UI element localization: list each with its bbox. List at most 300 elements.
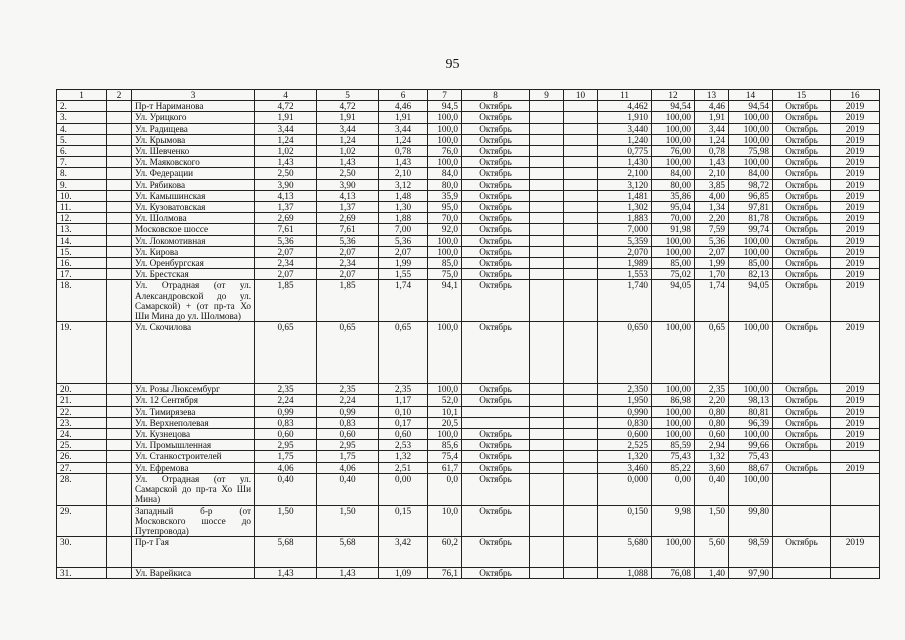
table-row xyxy=(57,395,880,406)
value-cell: 1,40 xyxy=(695,568,729,579)
empty-cell xyxy=(530,134,564,145)
street-name: Ул. Кузнецова xyxy=(132,429,255,440)
empty-cell xyxy=(530,568,564,579)
empty-cell xyxy=(530,246,564,257)
empty-cell xyxy=(564,462,598,473)
year-cell: 2019 xyxy=(831,246,880,257)
value-cell: 99,74 xyxy=(729,224,773,235)
month-cell: Октябрь xyxy=(462,429,530,440)
value-cell: 0,40 xyxy=(695,473,729,505)
value-cell: 94,54 xyxy=(729,101,773,112)
table-row xyxy=(57,157,880,168)
street-name: Ул. Верхнеполевая xyxy=(132,417,255,428)
empty-cell xyxy=(564,440,598,451)
month-cell xyxy=(773,568,831,579)
row-number: 11. xyxy=(57,202,107,213)
empty-cell xyxy=(530,429,564,440)
month-cell: Октябрь xyxy=(462,451,530,462)
empty-cell xyxy=(530,101,564,112)
empty-cell xyxy=(107,406,132,417)
value-cell: 80,0 xyxy=(428,179,462,190)
month-cell: Октябрь xyxy=(773,235,831,246)
month-cell xyxy=(773,473,831,505)
value-cell: 1,32 xyxy=(695,451,729,462)
empty-cell xyxy=(530,440,564,451)
value-cell: 1,481 xyxy=(598,190,652,201)
value-cell: 2,07 xyxy=(255,246,317,257)
street-name: Ул. Кузоватовская xyxy=(132,202,255,213)
table-row xyxy=(57,168,880,179)
empty-cell xyxy=(564,258,598,269)
value-cell: 98,72 xyxy=(729,179,773,190)
street-name: Ул. Брестская xyxy=(132,269,255,280)
value-cell: 100,00 xyxy=(652,384,695,395)
value-cell: 0,83 xyxy=(317,417,379,428)
empty-cell xyxy=(564,168,598,179)
street-name: Ул. Урицкого xyxy=(132,112,255,123)
month-cell: Октябрь xyxy=(773,462,831,473)
value-cell: 5,36 xyxy=(255,235,317,246)
year-cell: 2019 xyxy=(831,123,880,134)
value-cell: 5,68 xyxy=(255,537,317,568)
header-row xyxy=(57,90,880,101)
value-cell: 3,44 xyxy=(317,123,379,134)
year-cell: 2019 xyxy=(831,168,880,179)
value-cell: 75,02 xyxy=(652,269,695,280)
value-cell: 52,0 xyxy=(428,395,462,406)
value-cell: 85,6 xyxy=(428,440,462,451)
row-number: 24. xyxy=(57,429,107,440)
row-number: 13. xyxy=(57,224,107,235)
value-cell: 100,0 xyxy=(428,384,462,395)
empty-cell xyxy=(530,112,564,123)
value-cell: 4,72 xyxy=(317,101,379,112)
month-cell: Октябрь xyxy=(462,246,530,257)
value-cell: 2,10 xyxy=(695,168,729,179)
value-cell: 1,24 xyxy=(317,134,379,145)
value-cell: 1,02 xyxy=(255,146,317,157)
value-cell: 85,00 xyxy=(729,258,773,269)
table-row xyxy=(57,462,880,473)
empty-cell xyxy=(107,505,132,537)
empty-cell xyxy=(564,246,598,257)
value-cell: 97,81 xyxy=(729,202,773,213)
month-cell: Октябрь xyxy=(773,112,831,123)
value-cell: 1,950 xyxy=(598,395,652,406)
row-number: 14. xyxy=(57,235,107,246)
value-cell: 1,320 xyxy=(598,451,652,462)
value-cell: 3,12 xyxy=(379,179,428,190)
table-row xyxy=(57,112,880,123)
street-name: Ул. Шолмова xyxy=(132,213,255,224)
value-cell: 100,00 xyxy=(729,123,773,134)
value-cell: 100,00 xyxy=(729,112,773,123)
row-number: 6. xyxy=(57,146,107,157)
year-cell: 2019 xyxy=(831,202,880,213)
street-name: Ул. Розы Люксембург xyxy=(132,384,255,395)
table-row xyxy=(57,213,880,224)
value-cell: 0,600 xyxy=(598,429,652,440)
empty-cell xyxy=(564,451,598,462)
value-cell: 0,830 xyxy=(598,417,652,428)
value-cell: 2,35 xyxy=(255,384,317,395)
value-cell: 1,91 xyxy=(317,112,379,123)
row-number: 21. xyxy=(57,395,107,406)
value-cell: 2,69 xyxy=(317,213,379,224)
value-cell: 35,86 xyxy=(652,190,695,201)
value-cell: 7,000 xyxy=(598,224,652,235)
value-cell: 100,00 xyxy=(729,235,773,246)
row-number: 3. xyxy=(57,112,107,123)
value-cell: 1,75 xyxy=(317,451,379,462)
value-cell: 1,34 xyxy=(695,202,729,213)
value-cell: 100,00 xyxy=(729,157,773,168)
value-cell: 61,7 xyxy=(428,462,462,473)
empty-cell xyxy=(564,157,598,168)
value-cell: 0,65 xyxy=(255,322,317,384)
year-cell: 2019 xyxy=(831,258,880,269)
month-cell: Октябрь xyxy=(462,395,530,406)
empty-cell xyxy=(107,246,132,257)
street-name: Ул. Варейкиса xyxy=(132,568,255,579)
month-cell: Октябрь xyxy=(773,395,831,406)
row-number: 19. xyxy=(57,322,107,384)
value-cell: 5,60 xyxy=(695,537,729,568)
row-number: 20. xyxy=(57,384,107,395)
value-cell: 0,80 xyxy=(695,406,729,417)
month-cell: Октябрь xyxy=(462,322,530,384)
value-cell: 2,24 xyxy=(317,395,379,406)
month-cell: Октябрь xyxy=(462,537,530,568)
value-cell: 0,150 xyxy=(598,505,652,537)
value-cell: 1,91 xyxy=(379,112,428,123)
value-cell: 2,95 xyxy=(255,440,317,451)
empty-cell xyxy=(107,440,132,451)
month-cell: Октябрь xyxy=(773,213,831,224)
street-name: Ул. Крымова xyxy=(132,134,255,145)
value-cell: 2,100 xyxy=(598,168,652,179)
value-cell: 76,08 xyxy=(652,568,695,579)
empty-cell xyxy=(564,269,598,280)
year-cell xyxy=(831,505,880,537)
street-name: Ул. Отрадная (от ул. Александровской до ул. Самарской) + (от пр-та Хо Ши Мина до ул. Шолмова) xyxy=(132,280,255,322)
header-cell: 3 xyxy=(132,90,255,101)
value-cell: 86,98 xyxy=(652,395,695,406)
month-cell: Октябрь xyxy=(773,123,831,134)
empty-cell xyxy=(107,473,132,505)
value-cell: 2,350 xyxy=(598,384,652,395)
value-cell: 3,60 xyxy=(695,462,729,473)
empty-cell xyxy=(530,157,564,168)
value-cell: 2,24 xyxy=(255,395,317,406)
empty-cell xyxy=(564,146,598,157)
row-number: 17. xyxy=(57,269,107,280)
month-cell: Октябрь xyxy=(462,190,530,201)
row-number: 29. xyxy=(57,505,107,537)
row-number: 9. xyxy=(57,179,107,190)
value-cell: 94,05 xyxy=(652,280,695,322)
value-cell: 3,90 xyxy=(317,179,379,190)
empty-cell xyxy=(564,417,598,428)
value-cell: 2,35 xyxy=(695,384,729,395)
table-row xyxy=(57,190,880,201)
table-row xyxy=(57,537,880,568)
value-cell: 94,5 xyxy=(428,101,462,112)
month-cell: Октябрь xyxy=(462,213,530,224)
empty-cell xyxy=(107,429,132,440)
value-cell: 76,0 xyxy=(428,146,462,157)
street-name: Ул. 12 Сентября xyxy=(132,395,255,406)
month-cell: Октябрь xyxy=(773,101,831,112)
empty-cell xyxy=(564,395,598,406)
value-cell: 7,59 xyxy=(695,224,729,235)
month-cell: Октябрь xyxy=(773,134,831,145)
month-cell: Октябрь xyxy=(462,258,530,269)
empty-cell xyxy=(107,134,132,145)
row-number: 5. xyxy=(57,134,107,145)
table-row xyxy=(57,406,880,417)
empty-cell xyxy=(530,213,564,224)
value-cell: 100,00 xyxy=(652,134,695,145)
value-cell: 75,98 xyxy=(729,146,773,157)
month-cell: Октябрь xyxy=(462,269,530,280)
value-cell: 100,00 xyxy=(729,473,773,505)
empty-cell xyxy=(564,473,598,505)
header-cell: 13 xyxy=(695,90,729,101)
value-cell: 4,13 xyxy=(317,190,379,201)
value-cell: 60,2 xyxy=(428,537,462,568)
value-cell: 2,35 xyxy=(379,384,428,395)
value-cell: 1,74 xyxy=(695,280,729,322)
empty-cell xyxy=(107,101,132,112)
month-cell: Октябрь xyxy=(773,322,831,384)
value-cell: 1,240 xyxy=(598,134,652,145)
empty-cell xyxy=(107,269,132,280)
row-number: 26. xyxy=(57,451,107,462)
value-cell: 0,990 xyxy=(598,406,652,417)
month-cell xyxy=(462,417,530,428)
value-cell: 1,09 xyxy=(379,568,428,579)
year-cell: 2019 xyxy=(831,269,880,280)
value-cell: 2,20 xyxy=(695,395,729,406)
empty-cell xyxy=(530,451,564,462)
table-row xyxy=(57,202,880,213)
year-cell: 2019 xyxy=(831,146,880,157)
row-number: 4. xyxy=(57,123,107,134)
value-cell: 97,90 xyxy=(729,568,773,579)
month-cell: Октябрь xyxy=(462,384,530,395)
empty-cell xyxy=(530,473,564,505)
value-cell: 4,06 xyxy=(255,462,317,473)
month-cell: Октябрь xyxy=(773,246,831,257)
value-cell: 100,00 xyxy=(652,322,695,384)
month-cell: Октябрь xyxy=(773,146,831,157)
value-cell: 100,0 xyxy=(428,246,462,257)
value-cell: 0,000 xyxy=(598,473,652,505)
row-number: 30. xyxy=(57,537,107,568)
value-cell: 100,0 xyxy=(428,123,462,134)
row-number: 15. xyxy=(57,246,107,257)
empty-cell xyxy=(107,123,132,134)
header-cell: 14 xyxy=(729,90,773,101)
value-cell: 88,67 xyxy=(729,462,773,473)
value-cell: 2,95 xyxy=(317,440,379,451)
value-cell: 0,00 xyxy=(379,473,428,505)
value-cell: 100,00 xyxy=(652,157,695,168)
value-cell: 1,50 xyxy=(255,505,317,537)
empty-cell xyxy=(530,224,564,235)
value-cell: 1,55 xyxy=(379,269,428,280)
value-cell: 1,553 xyxy=(598,269,652,280)
empty-cell xyxy=(530,202,564,213)
table-row xyxy=(57,134,880,145)
empty-cell xyxy=(564,322,598,384)
value-cell: 1,91 xyxy=(695,112,729,123)
street-name: Ул. Рябикова xyxy=(132,179,255,190)
table-row xyxy=(57,235,880,246)
empty-cell xyxy=(530,462,564,473)
value-cell: 75,43 xyxy=(652,451,695,462)
header-cell: 10 xyxy=(564,90,598,101)
street-name: Ул. Камышинская xyxy=(132,190,255,201)
month-cell: Октябрь xyxy=(462,462,530,473)
empty-cell xyxy=(107,224,132,235)
header-cell: 9 xyxy=(530,90,564,101)
value-cell: 0,78 xyxy=(695,146,729,157)
value-cell: 0,650 xyxy=(598,322,652,384)
empty-cell xyxy=(564,213,598,224)
empty-cell xyxy=(530,395,564,406)
table-body xyxy=(57,90,880,579)
value-cell: 82,13 xyxy=(729,269,773,280)
month-cell: Октябрь xyxy=(773,384,831,395)
row-number: 31. xyxy=(57,568,107,579)
value-cell: 100,00 xyxy=(652,537,695,568)
empty-cell xyxy=(530,322,564,384)
value-cell: 1,430 xyxy=(598,157,652,168)
month-cell: Октябрь xyxy=(462,202,530,213)
header-cell: 5 xyxy=(317,90,379,101)
value-cell: 3,440 xyxy=(598,123,652,134)
empty-cell xyxy=(107,235,132,246)
empty-cell xyxy=(107,568,132,579)
value-cell: 0,17 xyxy=(379,417,428,428)
value-cell: 1,43 xyxy=(255,568,317,579)
table-row xyxy=(57,246,880,257)
empty-cell xyxy=(564,134,598,145)
value-cell: 10,0 xyxy=(428,505,462,537)
street-name: Ул. Кирова xyxy=(132,246,255,257)
empty-cell xyxy=(530,505,564,537)
header-cell: 15 xyxy=(773,90,831,101)
value-cell: 100,0 xyxy=(428,322,462,384)
row-number: 25. xyxy=(57,440,107,451)
street-name: Ул. Ефремова xyxy=(132,462,255,473)
header-cell: 6 xyxy=(379,90,428,101)
value-cell: 84,00 xyxy=(652,168,695,179)
value-cell: 84,00 xyxy=(729,168,773,179)
month-cell: Октябрь xyxy=(462,101,530,112)
year-cell xyxy=(831,473,880,505)
value-cell: 35,9 xyxy=(428,190,462,201)
street-name: Ул. Станкостроителей xyxy=(132,451,255,462)
empty-cell xyxy=(530,168,564,179)
empty-cell xyxy=(530,384,564,395)
row-number: 7. xyxy=(57,157,107,168)
month-cell: Октябрь xyxy=(462,179,530,190)
value-cell: 1,99 xyxy=(379,258,428,269)
month-cell: Октябрь xyxy=(462,235,530,246)
month-cell: Октябрь xyxy=(462,157,530,168)
value-cell: 96,39 xyxy=(729,417,773,428)
value-cell: 0,60 xyxy=(379,429,428,440)
month-cell: Октябрь xyxy=(462,473,530,505)
street-name: Ул. Шевченко xyxy=(132,146,255,157)
value-cell: 0,60 xyxy=(317,429,379,440)
value-cell: 1,989 xyxy=(598,258,652,269)
value-cell: 2,07 xyxy=(317,246,379,257)
street-name: Ул. Скочилова xyxy=(132,322,255,384)
value-cell: 100,0 xyxy=(428,134,462,145)
roads-table xyxy=(56,89,880,579)
value-cell: 1,910 xyxy=(598,112,652,123)
value-cell: 2,53 xyxy=(379,440,428,451)
value-cell: 84,0 xyxy=(428,168,462,179)
value-cell: 1,32 xyxy=(379,451,428,462)
value-cell: 100,00 xyxy=(652,429,695,440)
value-cell: 3,85 xyxy=(695,179,729,190)
table-row xyxy=(57,258,880,269)
empty-cell xyxy=(107,213,132,224)
value-cell: 1,43 xyxy=(317,157,379,168)
value-cell: 0,80 xyxy=(695,417,729,428)
value-cell: 96,85 xyxy=(729,190,773,201)
value-cell: 98,13 xyxy=(729,395,773,406)
value-cell: 75,43 xyxy=(729,451,773,462)
table-row xyxy=(57,473,880,505)
year-cell: 2019 xyxy=(831,417,880,428)
value-cell: 100,0 xyxy=(428,429,462,440)
value-cell: 92,0 xyxy=(428,224,462,235)
empty-cell xyxy=(564,568,598,579)
year-cell: 2019 xyxy=(831,235,880,246)
value-cell: 1,85 xyxy=(317,280,379,322)
value-cell: 5,680 xyxy=(598,537,652,568)
empty-cell xyxy=(530,417,564,428)
street-name: Пр-т Гая xyxy=(132,537,255,568)
value-cell: 1,74 xyxy=(379,280,428,322)
value-cell: 1,740 xyxy=(598,280,652,322)
month-cell: Октябрь xyxy=(462,568,530,579)
empty-cell xyxy=(564,101,598,112)
month-cell: Октябрь xyxy=(462,112,530,123)
year-cell: 2019 xyxy=(831,395,880,406)
month-cell: Октябрь xyxy=(773,429,831,440)
empty-cell xyxy=(530,235,564,246)
row-number: 23. xyxy=(57,417,107,428)
value-cell: 4,462 xyxy=(598,101,652,112)
value-cell: 1,24 xyxy=(695,134,729,145)
value-cell: 76,1 xyxy=(428,568,462,579)
table-row xyxy=(57,384,880,395)
header-cell: 16 xyxy=(831,90,880,101)
empty-cell xyxy=(564,202,598,213)
row-number: 22. xyxy=(57,406,107,417)
year-cell: 2019 xyxy=(831,440,880,451)
month-cell: Октябрь xyxy=(773,537,831,568)
value-cell: 94,54 xyxy=(652,101,695,112)
year-cell: 2019 xyxy=(831,280,880,322)
